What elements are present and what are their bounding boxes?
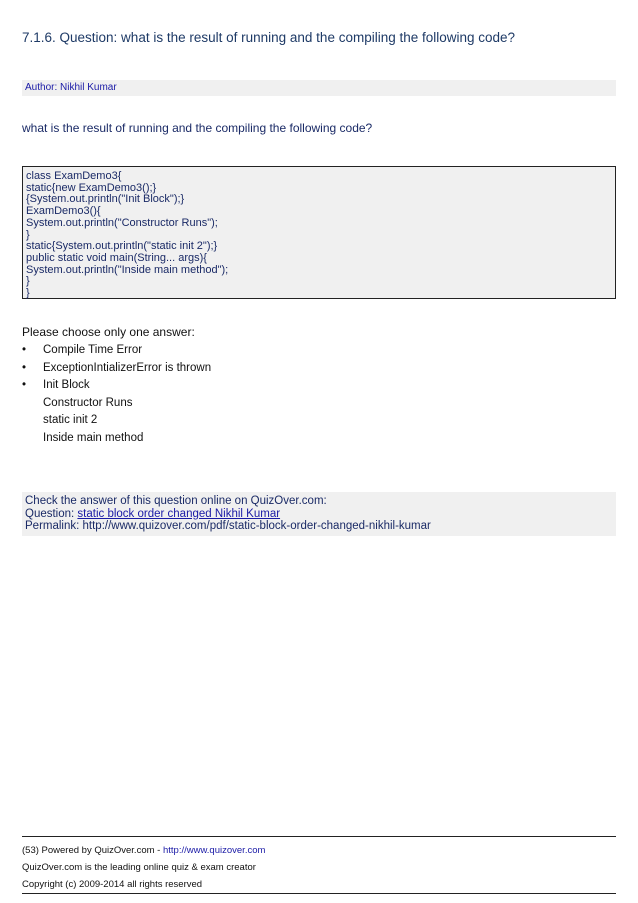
bullet-icon: •: [22, 379, 27, 391]
code-line: ExamDemo3(){: [26, 205, 101, 218]
code-line: System.out.println("Inside main method");: [26, 263, 229, 276]
page-footer: [22, 842, 265, 893]
answer-label: Inside main method: [43, 431, 144, 444]
footer-page-prefix: (53) Powered by QuizOver.com -: [22, 845, 163, 856]
check-question-line: [25, 508, 613, 521]
answer-label: Init Block: [43, 379, 90, 391]
footer-powered-line: [22, 842, 265, 859]
answer-label: static init 2: [43, 414, 98, 426]
question-link[interactable]: static block order changed Nikhil Kumar: [77, 507, 281, 520]
footer-divider-top: [22, 836, 616, 837]
answer-label: Compile Time Error: [43, 344, 143, 356]
question-heading: 7.1.6. Question: what is the result of running and the compiling the following code?: [22, 30, 516, 45]
code-line: static{System.out.println("static init 2");}: [26, 240, 218, 253]
code-line: System.out.println("Constructor Runs");: [26, 216, 218, 229]
code-line: class ExamDemo3{: [26, 170, 122, 182]
answer-label: Constructor Runs: [43, 396, 133, 409]
question-text: what is the result of running and the compiling the following code?: [22, 121, 373, 135]
check-question-prefix: Question:: [25, 507, 78, 520]
author-bar: [22, 80, 616, 96]
code-line: {System.out.println("Init Block");}: [26, 193, 185, 206]
code-line: static{new ExamDemo3();}: [26, 181, 157, 194]
check-answer-box: [22, 492, 616, 536]
answer-label: ExceptionIntializerError is thrown: [43, 361, 212, 374]
code-line: }: [26, 287, 30, 300]
permalink[interactable]: Permalink: http://www.quizover.com/pdf/static-block-order-changed-nikhil-kumar: [25, 520, 431, 532]
footer-copyright: Copyright (c) 2009-2014 all rights reserved: [22, 879, 203, 890]
code-line: public static void main(String... args){: [26, 251, 207, 264]
code-line: }: [26, 228, 30, 241]
author-label: Author: Nikhil Kumar: [25, 82, 117, 93]
code-line: }: [26, 275, 30, 288]
answer-prompt: Please choose only one answer:: [22, 325, 195, 339]
bullet-icon: •: [22, 344, 27, 356]
check-answer-intro: Check the answer of this question online on QuizOver.com:: [25, 495, 327, 507]
footer-link[interactable]: http://www.quizover.com: [162, 845, 266, 856]
footer-tagline: QuizOver.com is the leading online quiz & exam creator: [22, 862, 256, 873]
code-block: [22, 166, 616, 299]
bullet-icon: •: [22, 361, 27, 374]
footer-divider-bottom: [22, 893, 616, 894]
